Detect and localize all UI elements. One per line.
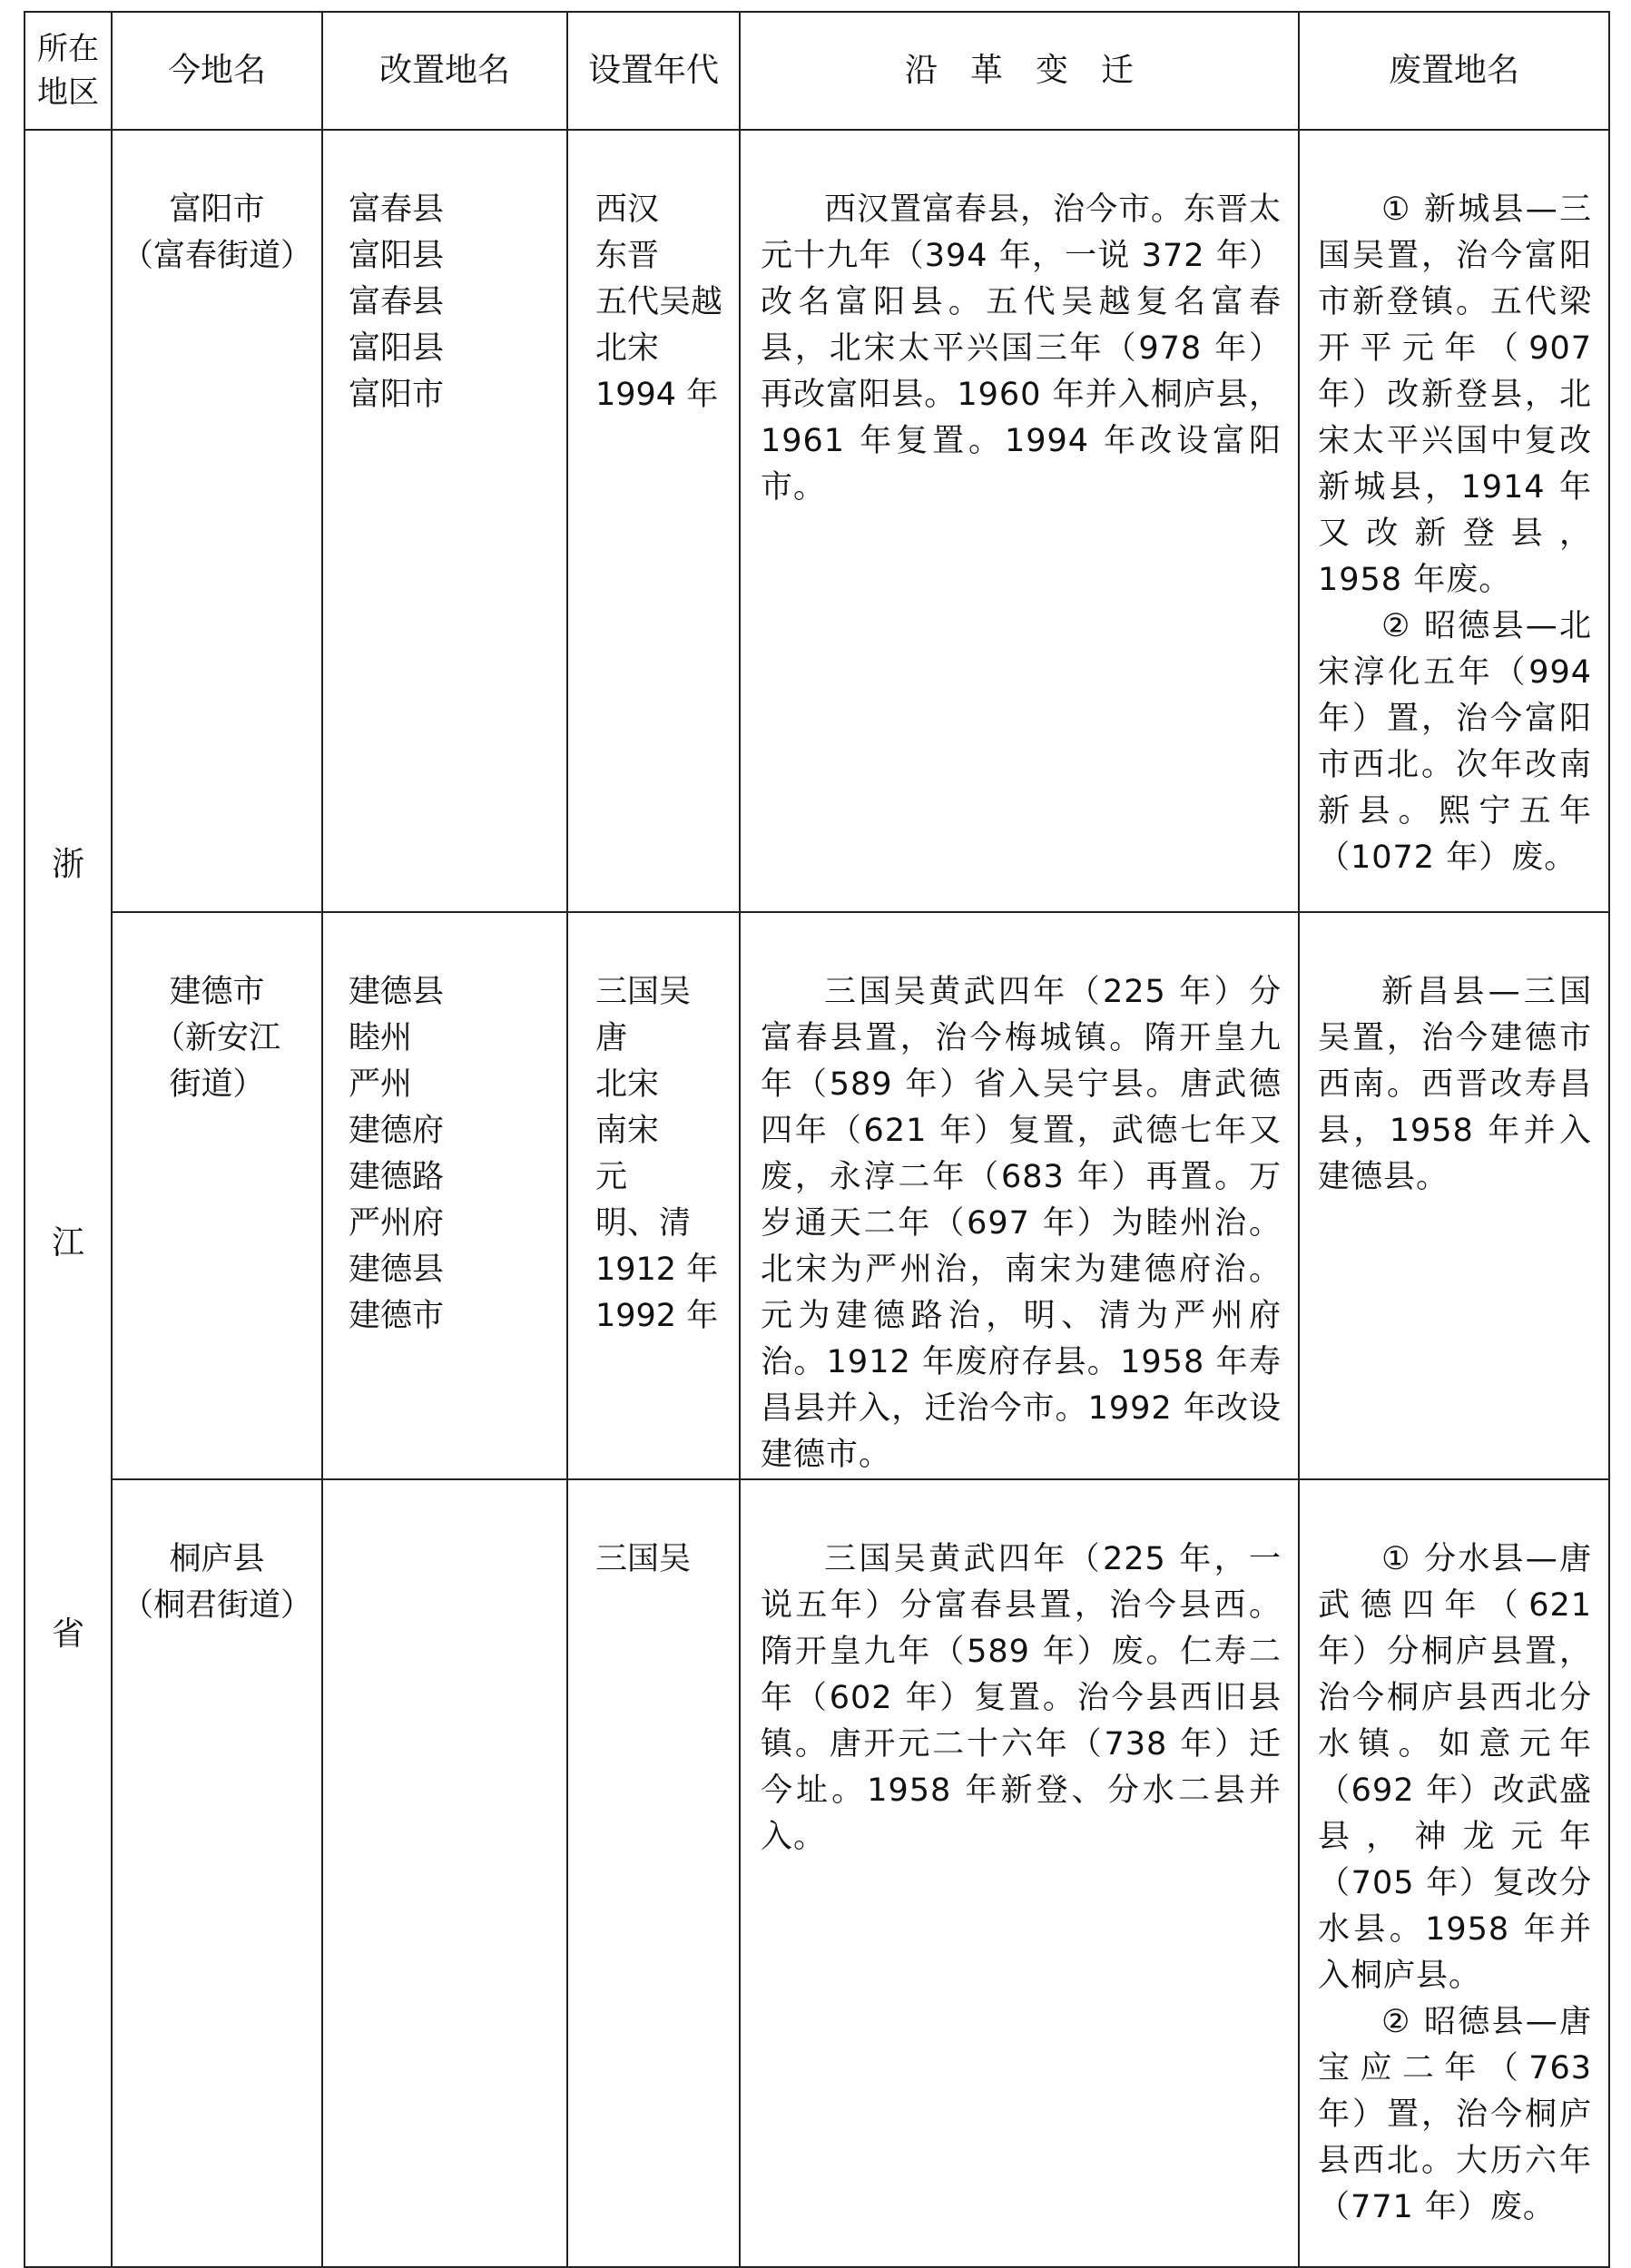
current-name-cell: [112, 1479, 322, 2267]
region-char: 省: [51, 1615, 84, 1653]
changed-name: 严州: [349, 1066, 413, 1103]
established-era: 明、清: [595, 1205, 692, 1242]
established-era: 北宋: [595, 1066, 660, 1103]
current-name-line: 富阳市: [169, 191, 265, 228]
header-current-name: 今地名: [112, 12, 322, 130]
established-era: 西汉: [595, 191, 660, 228]
header-established: 设置年代: [567, 12, 740, 130]
established-cell: [567, 912, 740, 1479]
current-name-line: （富春街道）: [121, 238, 312, 274]
established-cell: [567, 130, 740, 912]
history-cell: [740, 912, 1299, 1479]
current-name-line: 建德市: [169, 974, 265, 1010]
established-era: 三国吴: [595, 974, 692, 1010]
abolished-entry: ② 昭德县—北宋淳化五年（994 年）置，治今富阳市西北。次年改南新县。熙宁五年（1072 年）废。: [1318, 608, 1592, 876]
changed-names-cell: [322, 1479, 567, 2267]
header-row: [25, 12, 1609, 130]
abolished-cell: [1299, 1479, 1609, 2267]
region-cell: [25, 130, 112, 2267]
changed-name: 富春县: [349, 191, 445, 228]
established-cell: [567, 1479, 740, 2267]
changed-name: 富春县: [349, 284, 445, 320]
changed-name: 富阳市: [349, 377, 445, 413]
abolished-cell: [1299, 130, 1609, 912]
changed-name: 建德市: [349, 1298, 445, 1334]
changed-name: 建德路: [349, 1159, 445, 1195]
changed-name: 睦州: [349, 1020, 413, 1056]
region-char: 江: [51, 1224, 84, 1262]
abolished-entry: 新昌县—三国吴置，治今建德市西南。西晋改寿昌县，1958 年并入建德县。: [1318, 974, 1592, 1195]
changed-names-cell: [322, 912, 567, 1479]
changed-name: 建德府: [349, 1113, 445, 1149]
established-era: 元: [595, 1159, 628, 1195]
changed-name: 严州府: [349, 1205, 445, 1242]
abolished-entry: ① 新城县—三国吴置，治今富阳市新登镇。五代梁开平元年（907 年）改新登县，北宋太平兴国中复改新城县，1914 年又改新登县，1958 年废。: [1318, 191, 1592, 598]
established-era: 唐: [595, 1020, 628, 1056]
current-name-line: （桐君街道）: [121, 1587, 312, 1624]
header-region: 所在 地区: [25, 12, 112, 130]
table-row: [25, 1479, 1609, 2267]
changed-name: 富阳县: [349, 330, 445, 367]
established-era: 1992 年: [595, 1298, 719, 1334]
history-cell: [740, 1479, 1299, 2267]
established-era: 东晋: [595, 238, 660, 274]
table-row: [25, 130, 1609, 912]
header-history: 沿 革 变 迁: [740, 12, 1299, 130]
established-era: 五代吴越: [595, 284, 723, 320]
changed-name: 建德县: [349, 1252, 445, 1288]
changed-name: 建德县: [349, 974, 445, 1010]
established-era: 三国吴: [595, 1541, 692, 1577]
history-text: 西汉置富春县，治今市。东晋太元十九年（394 年，一说 372 年）改名富阳县。五代吴越复名富春县，北宋太平兴国三年（978 年）再改富阳县。1960 年并入桐庐县，1961 年复置。1994 年改设富阳市。: [761, 191, 1282, 506]
header-abolished: 废置地名: [1299, 12, 1609, 130]
region-char: 浙: [51, 846, 84, 883]
abolished-entry: ① 分水县—唐武德四年（621 年）分桐庐县置，治今桐庐县西北分水镇。如意元年（692 年）改武盛县，神龙元年（705 年）复改分水县。1958 年并入桐庐县。: [1318, 1541, 1592, 1994]
abolished-entry: ② 昭德县—唐宝应二年（763 年）置，治今桐庐县西北。大历六年（771 年）废。: [1318, 2004, 1592, 2225]
established-era: 1912 年: [595, 1252, 719, 1288]
table-row: [25, 912, 1609, 1479]
header-changed-names: 改置地名: [322, 12, 567, 130]
abolished-cell: [1299, 912, 1609, 1479]
history-text: 三国吴黄武四年（225 年，一说五年）分富春县置，治今县西。隋开皇九年（589 年）废。仁寿二年（602 年）复置。治今县西旧县镇。唐开元二十六年（738 年）迁今址。1958 年新登、分水二县并入。: [761, 1541, 1282, 1855]
changed-name: 富阳县: [349, 238, 445, 274]
current-name-line: 街道）: [169, 1066, 265, 1103]
established-era: 1994 年: [595, 377, 719, 413]
changed-names-cell: [322, 130, 567, 912]
established-era: 南宋: [595, 1113, 660, 1149]
current-name-cell: [112, 912, 322, 1479]
history-text: 三国吴黄武四年（225 年）分富春县置，治今梅城镇。隋开皇九年（589 年）省入吴宁县。唐武德四年（621 年）复置，武德七年又废，永淳二年（683 年）再置。万岁通天二年（697 年）为睦州治。北宋为严州治，南宋为建德府治。元为建德路治，明、清为严州府治。1912 年废府存县。1958 年寿昌县并入，迁治今市。1992 年改设建德市。: [761, 974, 1282, 1473]
current-name-line: 桐庐县: [169, 1541, 265, 1577]
gazetteer-table: [24, 11, 1610, 2268]
current-name-cell: [112, 130, 322, 912]
current-name-line: （新安江: [152, 1020, 280, 1056]
established-era: 北宋: [595, 330, 660, 367]
history-cell: [740, 130, 1299, 912]
